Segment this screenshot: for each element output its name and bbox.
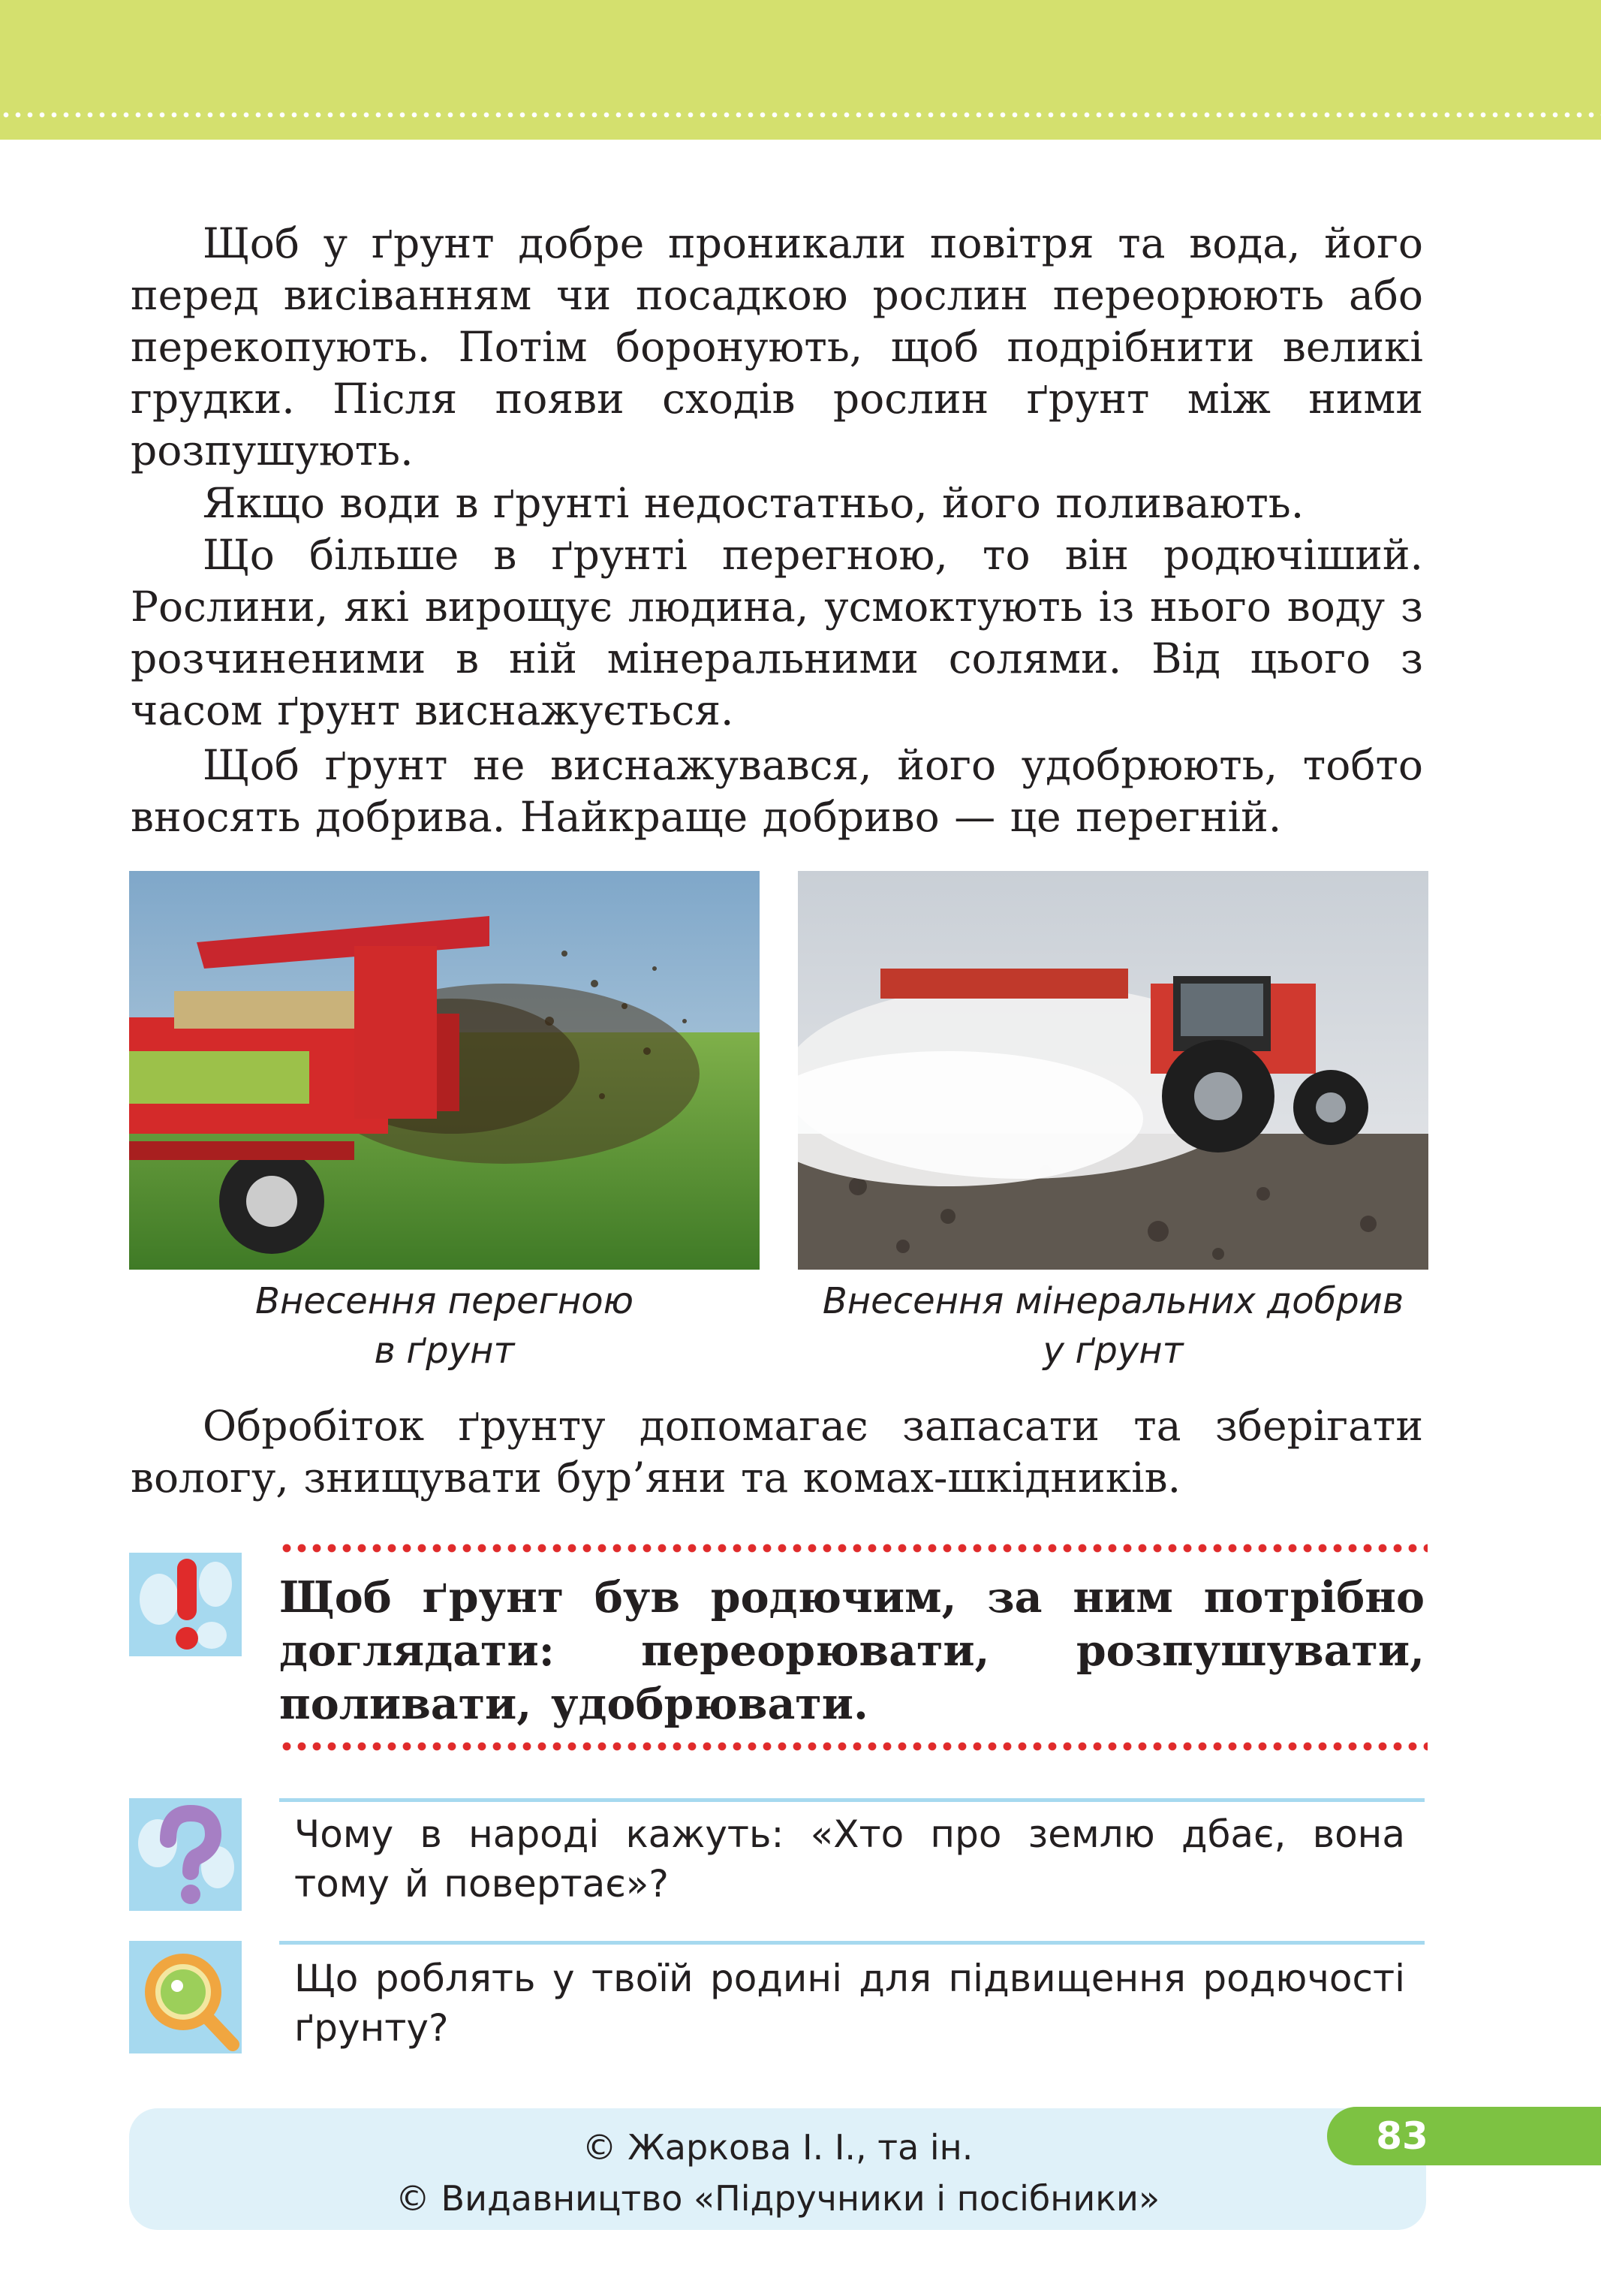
magnifier-icon (129, 1941, 249, 2053)
important-statement: Щоб ґрунт був родючим, за ним потрібно доглядати: переорювати, розпушувати, поливати, удобрювати. (279, 1572, 1425, 1729)
paragraph-tillage: Щоб у ґрунт добре проникали повітря та вода, його перед висіванням чи посадкою рослин переорюють або перекопують. Потім боронують, щоб подрібнити великі грудки. Після появи сходів рослин ґрунт між ними розпушують. (131, 219, 1423, 475)
paragraph-watering: Якщо води в ґрунті недостатньо, його поливають. (203, 479, 1305, 527)
exclamation-icon (129, 1547, 249, 1659)
photo-manure-spreader (129, 871, 760, 1270)
important-top-dotted-line (279, 1542, 1428, 1554)
caption-mineral-line1: Внесення мінеральних добрив (822, 1280, 1404, 1322)
caption-mineral-line2: у ґрунт (1043, 1330, 1184, 1372)
photo-tractor-fertilizer (798, 871, 1428, 1270)
question-family: Що роблять у твоїй родині для підвищення родючості ґрунту? (294, 1957, 1405, 2050)
footer-authors: © Жаркова І. І., та ін. (582, 2127, 974, 2168)
question-mark-icon (129, 1798, 249, 1911)
task-top-line (279, 1941, 1425, 1945)
caption-mineral (775, 1276, 1451, 1375)
header-band (0, 0, 1601, 140)
question-proverb: Чому в народі кажуть: «Хто про землю дбає, вона тому й повертає»? (294, 1812, 1405, 1906)
page-number: 83 (1376, 2114, 1428, 2158)
important-bottom-dotted-line (279, 1740, 1428, 1752)
header-dotted-line (0, 111, 1601, 119)
caption-manure (107, 1276, 782, 1375)
question-top-line (279, 1798, 1425, 1802)
paragraph-fertilizing: Щоб ґрунт не виснажувався, його удобрюють, тобто вносять добрива. Найкраще добриво — це перегній. (131, 741, 1423, 841)
paragraph-soil-cultivation: Обробіток ґрунту допомагає запасати та зберігати вологу, знищувати бур’яни та комах-шкідників. (131, 1402, 1423, 1502)
paragraph-humus: Що більше в ґрунті перегною, то він родючіший. Рослини, які вирощує людина, усмоктують із нього воду з розчиненими в ній мінеральними солями. Від цього з часом ґрунт виснажується. (131, 531, 1423, 734)
caption-manure-line2: в ґрунт (374, 1330, 515, 1372)
caption-manure-line1: Внесення перегною (255, 1280, 633, 1322)
footer-publisher: © Видавництво «Підручники і посібники» (395, 2178, 1160, 2219)
